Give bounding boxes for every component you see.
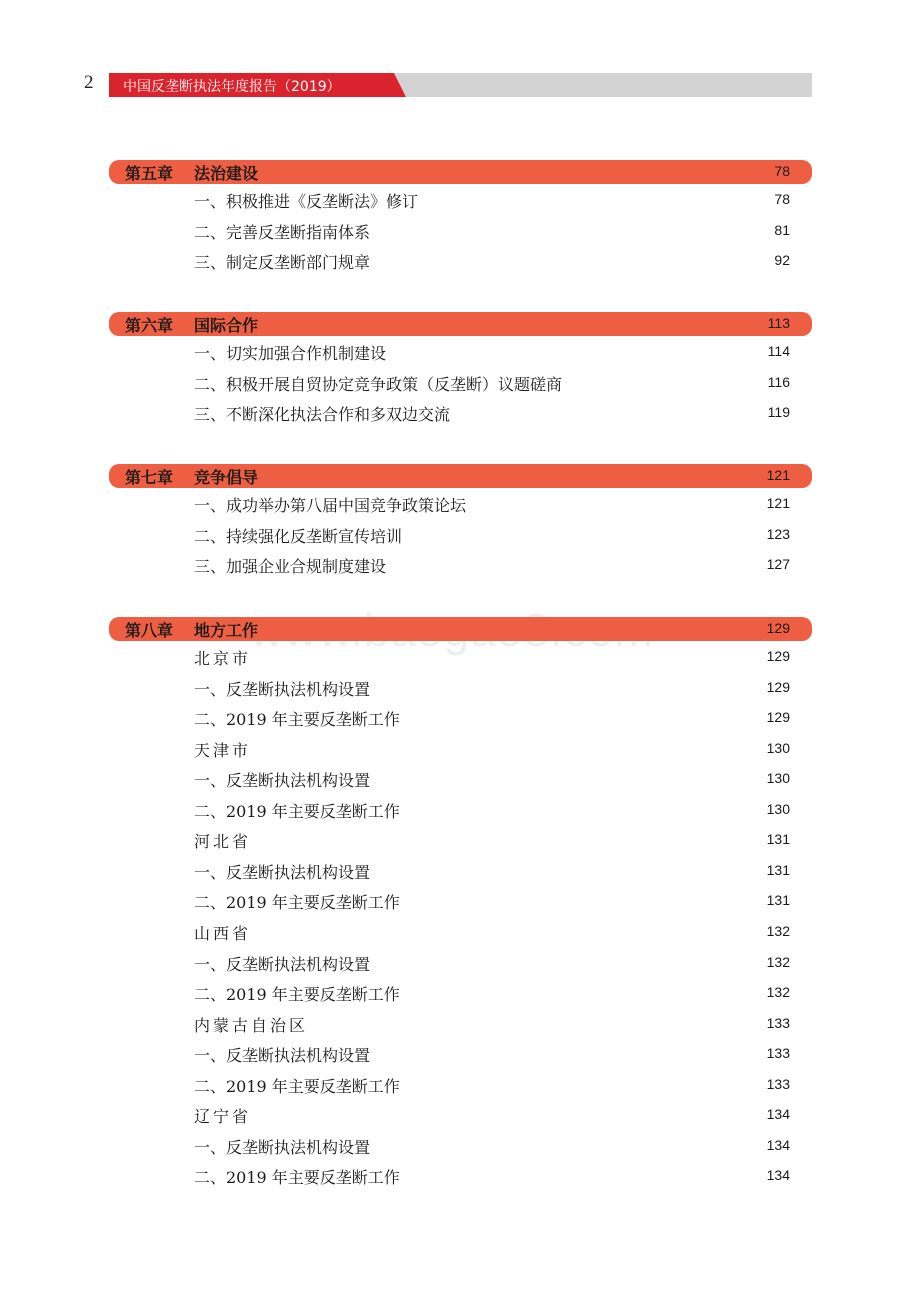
chapter-heading[interactable] [109,160,812,184]
entry-page-number: 133 [766,1014,790,1031]
entry-page-number: 129 [766,709,790,726]
chapter-title: 竞争倡导 [194,468,259,487]
entry-label: 三、不断深化执法合作和多双边交流 [194,405,451,425]
entry-label: 一、反垄断执法机构设置 [194,679,371,699]
entry-page-number: 134 [766,1106,790,1123]
toc-entry[interactable] [109,980,812,1010]
entry-label: 一、成功举办第八届中国竞争政策论坛 [194,496,467,515]
chapter-page-number: 113 [767,315,790,331]
toc-entry[interactable] [109,187,812,217]
toc-entry[interactable] [109,248,812,278]
entry-label: 二、积极开展自贸协定竞争政策（反垄断）议题磋商 [194,374,563,394]
entry-page-number: 131 [766,861,790,878]
chapter-page-number: 78 [774,163,790,179]
entry-page-number: 116 [767,373,790,390]
toc-entry[interactable] [109,491,812,521]
entry-label: 一、积极推进《反垄断法》修订 [194,192,419,211]
toc-entry[interactable] [109,950,812,980]
entry-page-number: 81 [774,221,790,238]
toc-entry[interactable] [109,370,812,400]
entry-page-number: 129 [766,678,790,695]
entry-label: 二、2019 年主要反垄断工作 [194,1168,400,1188]
entry-label: 二、2019 年主要反垄断工作 [194,710,400,730]
chapter-page-number: 121 [766,467,790,483]
entry-label: 一、反垄断执法机构设置 [194,1046,371,1066]
running-header [109,73,812,97]
toc-entry[interactable] [109,1163,812,1193]
entry-page-number: 132 [766,953,790,970]
entry-label: 二、2019 年主要反垄断工作 [194,801,400,821]
entry-label: 辽宁省 [194,1107,252,1127]
chapter-title: 地方工作 [194,621,259,640]
entry-page-number: 92 [774,252,790,269]
toc-entry[interactable] [109,522,812,552]
toc-entry[interactable] [109,339,812,369]
region-entry[interactable] [109,644,812,674]
entry-label: 一、反垄断执法机构设置 [194,862,371,882]
toc-entry[interactable] [109,552,812,582]
entry-page-number: 114 [767,343,790,359]
entry-label: 二、2019 年主要反垄断工作 [194,893,400,913]
entry-label: 一、反垄断执法机构设置 [194,771,371,791]
page-number: 2 [84,72,94,93]
region-entry[interactable] [109,736,812,766]
entry-page-number: 132 [766,984,790,1001]
entry-label: 一、反垄断执法机构设置 [194,1137,371,1157]
entry-page-number: 134 [766,1136,790,1153]
toc-entry[interactable] [109,858,812,888]
entry-page-number: 131 [766,831,790,848]
entry-label: 二、完善反垄断指南体系 [194,222,371,242]
entry-label: 北京市 [194,649,252,668]
chapter-title: 法治建设 [194,164,259,183]
toc-entry[interactable] [109,888,812,918]
toc-entry[interactable] [109,675,812,705]
entry-label: 三、制定反垄断部门规章 [194,253,371,273]
toc-entry[interactable] [109,218,812,248]
entry-label: 河北省 [194,832,252,852]
entry-label: 山西省 [194,923,252,943]
chapter-title: 国际合作 [194,316,259,335]
entry-label: 一、反垄断执法机构设置 [194,954,371,974]
entry-page-number: 130 [766,800,790,817]
chapter-heading[interactable] [109,312,812,336]
toc-entry[interactable] [109,1133,812,1163]
chapter-number: 第六章 [125,316,174,335]
region-entry[interactable] [109,1011,812,1041]
entry-page-number: 119 [767,404,790,421]
chapter-number: 第八章 [125,621,174,640]
chapter-heading[interactable] [109,464,812,488]
report-title: 中国反垄断执法年度报告（2019） [123,79,341,95]
entry-label: 一、切实加强合作机制建设 [194,344,387,363]
entry-page-number: 121 [766,495,790,511]
entry-page-number: 134 [766,1167,790,1184]
entry-page-number: 131 [766,892,790,909]
entry-label: 二、持续强化反垄断宣传培训 [194,526,403,546]
toc-entry[interactable] [109,766,812,796]
entry-page-number: 132 [766,922,790,939]
entry-page-number: 129 [766,648,790,664]
entry-page-number: 130 [766,770,790,787]
chapter-number: 第五章 [125,164,174,183]
entry-label: 二、2019 年主要反垄断工作 [194,1076,400,1096]
toc-entry[interactable] [109,797,812,827]
entry-page-number: 123 [766,525,790,542]
entry-label: 内蒙古自治区 [194,1015,309,1035]
toc-entry[interactable] [109,1041,812,1071]
region-entry[interactable] [109,827,812,857]
toc-entry[interactable] [109,400,812,430]
chapter-page-number: 129 [766,620,790,636]
entry-page-number: 127 [766,556,790,573]
toc-entry[interactable] [109,705,812,735]
toc-entry[interactable] [109,1072,812,1102]
entry-label: 二、2019 年主要反垄断工作 [194,985,400,1005]
header-gray-band [394,73,812,97]
region-entry[interactable] [109,919,812,949]
chapter-number: 第七章 [125,468,174,487]
entry-label: 三、加强企业合规制度建设 [194,557,387,577]
entry-page-number: 133 [766,1045,790,1062]
entry-label: 天津市 [194,740,252,760]
entry-page-number: 130 [766,739,790,756]
entry-page-number: 78 [774,191,790,207]
chapter-heading[interactable] [109,617,812,641]
entry-page-number: 133 [766,1075,790,1092]
region-entry[interactable] [109,1102,812,1132]
